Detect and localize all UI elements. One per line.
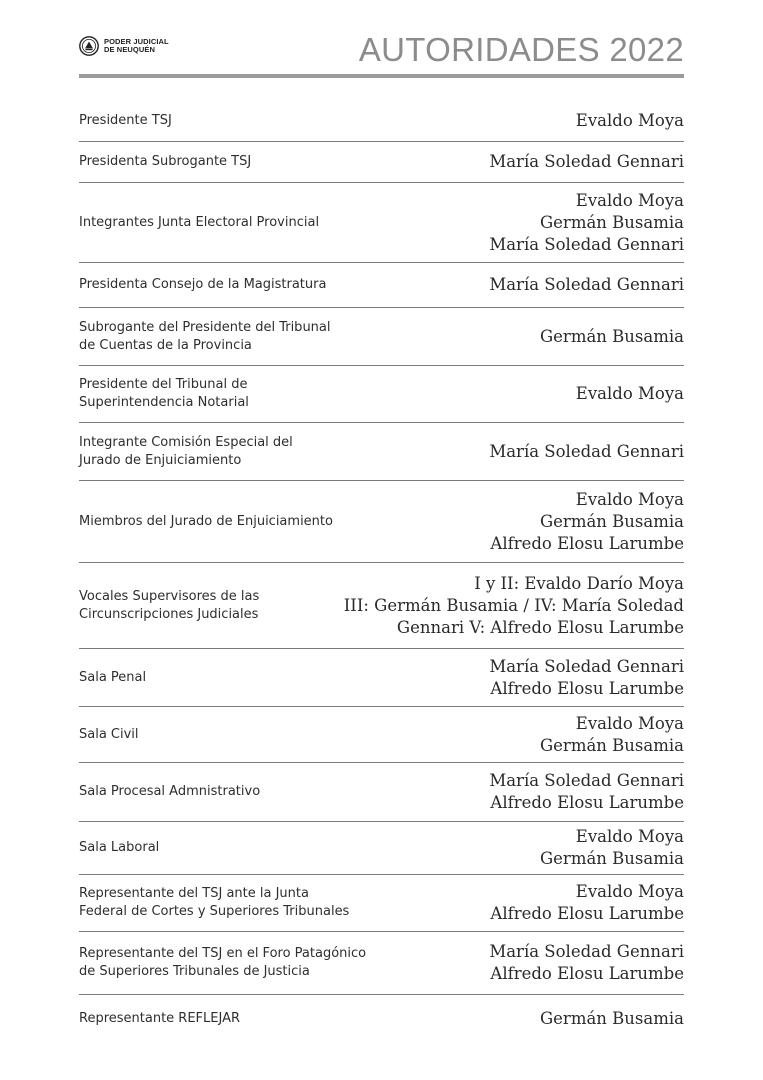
member-names <box>379 110 684 132</box>
role-label: Presidente TSJ <box>79 112 172 128</box>
member-name: María Soledad Gennari <box>489 441 684 461</box>
member-name: Evaldo Moya <box>575 827 684 846</box>
member-name: Evaldo Moya <box>575 384 684 403</box>
authority-row <box>79 142 684 183</box>
member-name: Alfredo Elosu Larumbe <box>490 964 684 983</box>
authority-row <box>79 932 684 995</box>
member-name: Alfredo Elosu Larumbe <box>490 793 684 812</box>
member-name: Evaldo Moya <box>575 882 684 901</box>
logo-line-2: DE NEUQUÉN <box>104 45 156 54</box>
member-name: I y II: Evaldo Darío Moya <box>474 573 684 593</box>
member-name: Alfredo Elosu Larumbe <box>490 904 684 923</box>
member-name: III: Germán Busamia / IV: María Soledad <box>343 595 684 615</box>
member-names <box>379 656 684 700</box>
member-name: Germán Busamia <box>539 849 684 868</box>
member-names <box>379 441 684 463</box>
authority-row <box>79 423 684 481</box>
role-label: Presidente del Tribunal de Superintendencia Notarial <box>79 377 249 410</box>
role-label: Presidenta Consejo de la Magistratura <box>79 277 327 292</box>
title-divider <box>79 74 684 78</box>
member-name: María Soledad Gennari <box>489 152 684 171</box>
authority-row <box>79 707 684 763</box>
authority-row <box>79 822 684 875</box>
member-name: María Soledad Gennari <box>489 656 684 676</box>
role-label: Integrantes Junta Electoral Provincial <box>79 214 320 230</box>
authority-row <box>79 649 684 707</box>
authority-row <box>79 563 684 649</box>
member-names <box>379 881 684 925</box>
authority-row <box>79 875 684 932</box>
member-names <box>379 1008 684 1030</box>
role-label: Miembros del Jurado de Enjuiciamiento <box>79 513 333 529</box>
member-name: Germán Busamia <box>539 511 684 531</box>
member-name: Evaldo Moya <box>575 190 684 210</box>
member-name: Germán Busamia <box>539 326 684 346</box>
role-label: Representante REFLEJAR <box>79 1011 241 1026</box>
member-names <box>379 770 684 814</box>
authorities-list <box>79 100 684 1043</box>
member-name: María Soledad Gennari <box>489 234 684 254</box>
authority-row <box>79 481 684 563</box>
member-name: Alfredo Elosu Larumbe <box>490 533 684 553</box>
member-name: Germán Busamia <box>539 735 684 755</box>
member-name: María Soledad Gennari <box>489 771 684 790</box>
seal-icon <box>79 36 99 56</box>
authority-row <box>79 263 684 308</box>
role-label: Sala Procesal Admnistrativo <box>79 784 261 799</box>
member-name: María Soledad Gennari <box>489 942 684 961</box>
member-name: Germán Busamia <box>539 1009 684 1028</box>
logo-text <box>104 38 169 54</box>
logo <box>79 36 169 56</box>
authority-row <box>79 366 684 423</box>
member-names <box>344 573 684 639</box>
authority-row <box>79 100 684 142</box>
member-name: Gennari V: Alfredo Elosu Larumbe <box>396 617 684 637</box>
role-label: Vocales Supervisores de las Circunscripciones Judiciales <box>79 588 260 622</box>
member-names <box>379 151 684 173</box>
authority-row <box>79 995 684 1043</box>
authority-row <box>79 183 684 263</box>
member-names <box>379 713 684 757</box>
member-names <box>379 489 684 555</box>
member-name: María Soledad Gennari <box>489 275 684 294</box>
role-label: Representante del TSJ en el Foro Patagónico de Superiores Tribunales de Justicia <box>79 946 367 979</box>
role-label: Subrogante del Presidente del Tribunal de Cuentas de la Provincia <box>79 319 331 353</box>
member-name: Evaldo Moya <box>575 489 684 509</box>
authority-row <box>79 308 684 366</box>
member-name: Evaldo Moya <box>575 110 684 130</box>
member-name: Germán Busamia <box>539 212 684 232</box>
page-title: AUTORIDADES 2022 <box>358 31 684 68</box>
member-names <box>379 941 684 985</box>
member-names <box>379 826 684 870</box>
role-label: Sala Laboral <box>79 840 160 855</box>
member-names <box>379 383 684 405</box>
member-name: Alfredo Elosu Larumbe <box>490 678 684 698</box>
member-names <box>379 274 684 296</box>
role-label: Sala Civil <box>79 726 139 742</box>
logo-line-1: PODER JUDICIAL <box>104 37 169 46</box>
role-label: Integrante Comisión Especial del Jurado de Enjuiciamiento <box>79 434 293 468</box>
member-names <box>379 190 684 256</box>
authority-row <box>79 763 684 822</box>
member-names <box>379 326 684 348</box>
member-name: Evaldo Moya <box>575 713 684 733</box>
role-label: Presidenta Subrogante TSJ <box>79 154 252 169</box>
role-label: Sala Penal <box>79 669 147 685</box>
page-header <box>79 30 684 78</box>
role-label: Representante del TSJ ante la Junta Federal de Cortes y Superiores Tribunales <box>79 886 350 919</box>
